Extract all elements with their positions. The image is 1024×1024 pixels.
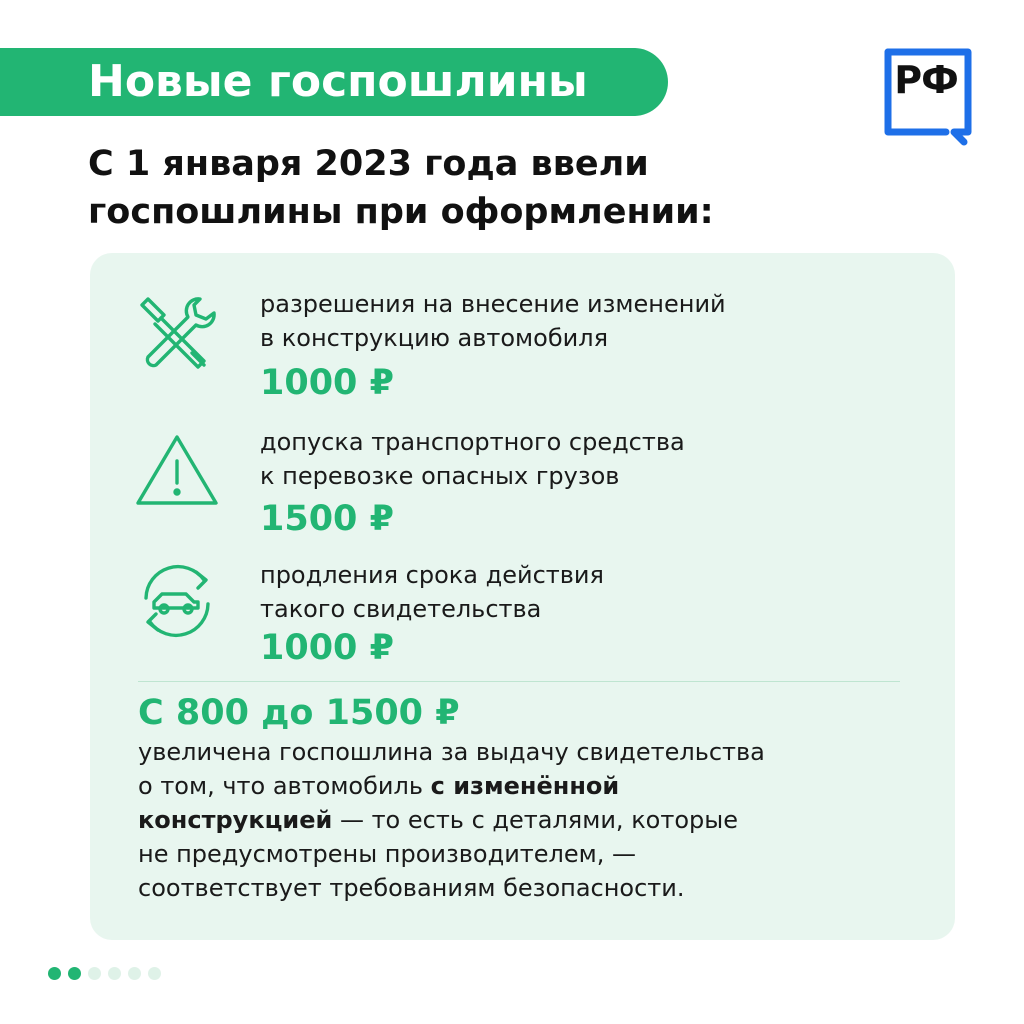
fee-price: 1500 ₽ (260, 499, 394, 539)
title-banner (0, 48, 668, 116)
fee-description (260, 425, 685, 493)
change-line: соответствует требованиям безопасности. (138, 874, 685, 902)
fee-description (260, 287, 726, 355)
hammer-wrench-icon (134, 291, 220, 377)
subtitle (88, 140, 714, 236)
pagination-dot[interactable] (88, 967, 101, 980)
change-title: С 800 до 1500 ₽ (138, 693, 460, 733)
fee-description-line: такого свидетельства (260, 595, 542, 623)
fee-description-line: к перевозке опасных грузов (260, 462, 620, 490)
change-line: не предусмотрены производителем, — (138, 840, 637, 868)
pagination-dots (48, 967, 161, 981)
pagination-dot[interactable] (68, 967, 81, 980)
fee-description (260, 558, 604, 626)
fee-description-line: продления срока действия (260, 561, 604, 589)
fee-description-line: разрешения на внесение изменений (260, 290, 726, 318)
pagination-dot[interactable] (148, 967, 161, 980)
info-card (90, 253, 955, 940)
fee-description-line: допуска транспортного средства (260, 428, 685, 456)
fee-description-line: в конструкцию автомобиля (260, 324, 608, 352)
change-description (138, 735, 765, 905)
pagination-dot[interactable] (128, 967, 141, 980)
subtitle-line: С 1 января 2023 года ввели (88, 144, 649, 184)
change-text: о том, что автомобиль (138, 772, 431, 800)
change-text: — то есть с деталями, которые (332, 806, 738, 834)
divider (138, 681, 900, 682)
pagination-dot[interactable] (108, 967, 121, 980)
car-renew-icon (134, 558, 220, 644)
page-title: Новые госпошлины (88, 56, 588, 107)
change-line (138, 803, 765, 837)
change-line: увеличена госпошлина за выдачу свидетельства (138, 738, 765, 766)
change-bold-text: конструкцией (138, 806, 333, 834)
logo-text: РФ (894, 58, 958, 102)
change-line (138, 769, 765, 803)
fee-price: 1000 ₽ (260, 363, 394, 403)
warning-triangle-icon (134, 429, 220, 515)
pagination-dot[interactable] (48, 967, 61, 980)
fee-price: 1000 ₽ (260, 628, 394, 668)
rf-logo (884, 48, 978, 146)
change-bold-text: с изменённой (430, 772, 620, 800)
subtitle-line: госпошлины при оформлении: (88, 192, 714, 232)
